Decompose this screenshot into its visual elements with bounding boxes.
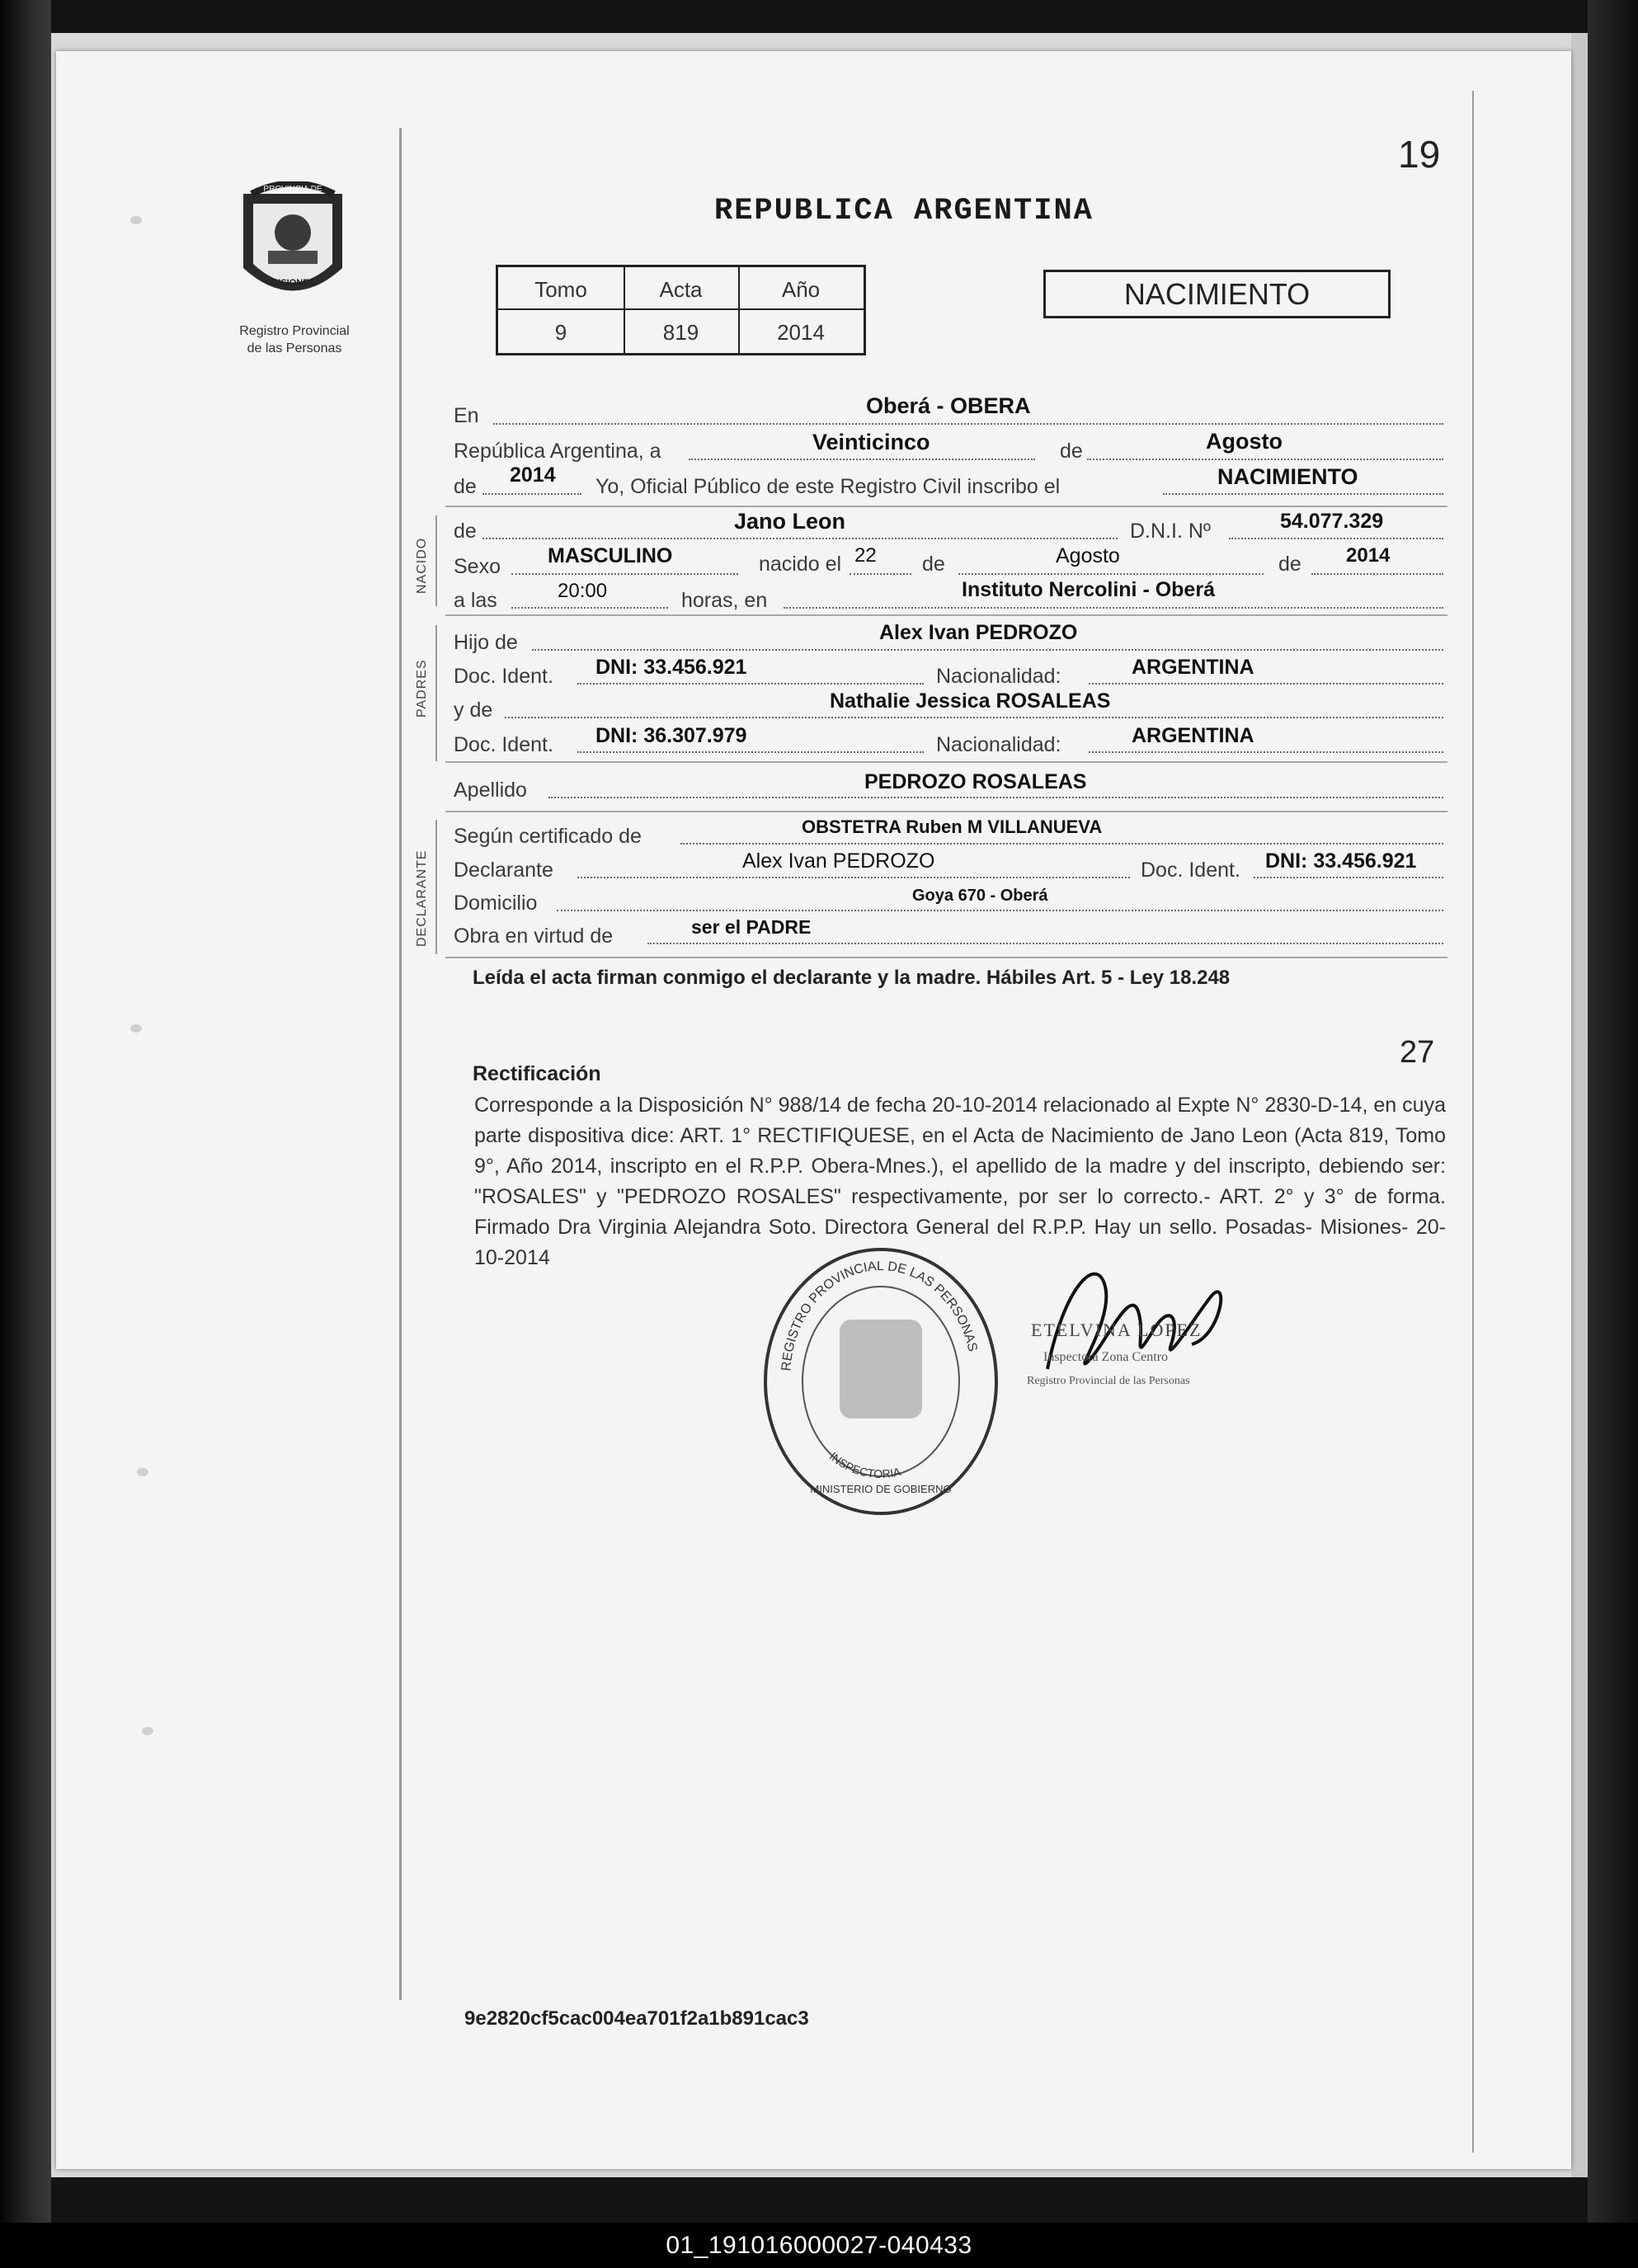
sheet-edge-right xyxy=(1571,33,1588,2177)
declarante-doc-label: Doc. Ident. xyxy=(1141,859,1240,882)
cert-label: Según certificado de xyxy=(454,825,642,848)
closing-statement: Leída el acta firman conmigo el declarante y la madre. Hábiles Art. 5 - Ley 18.248 xyxy=(473,967,1231,989)
birth-place: Instituto Nercolini - Oberá xyxy=(962,578,1215,601)
dni-label: D.N.I. Nº xyxy=(1130,520,1212,543)
rectificacion-title: Rectificación xyxy=(473,1062,601,1085)
punch-hole xyxy=(142,1727,153,1735)
table-header-tomo: Tomo xyxy=(534,277,587,302)
father-doc-label: Doc. Ident. xyxy=(454,665,553,688)
declarante-doc-value: DNI: 33.456.921 xyxy=(1265,849,1417,873)
republica-label: República Argentina, a xyxy=(454,440,661,463)
child-name: Jano Leon xyxy=(734,509,846,534)
month-value: Agosto xyxy=(1206,429,1283,454)
rectificacion-text: Corresponde a la Disposición N° 988/14 de fecha 20-10-2014 relacionado al Expte N° 2830-D-14, en cuya parte dispositiva dice: ART. 1° RECTIFIQUESE, en el Acta de Nacimiento de Jano Leon (Acta 819, Tomo 9°, Año 2014, inscripto en el R.P.P. Obera-Mnes.), el apellido de la madre y del inscripto, debiendo ser: "ROSALES" y "PEDROZO ROSALES" respectivamente, por ser lo correcto.- ART. 2° y 3° de forma. Firmado Dra Virginia Alejandra Soto. Directora General del R.P.P. Hay un sello. Posadas- Misiones- 20-10-2014 xyxy=(474,1094,1446,1269)
table-header-ano: Año xyxy=(781,277,821,302)
father-doc-value: DNI: 33.456.921 xyxy=(595,656,747,679)
father-nationality: ARGENTINA xyxy=(1132,656,1254,679)
oficial-text: Yo, Oficial Público de este Registro Civil inscribo el xyxy=(595,475,1061,498)
signature-name: ETELVINA LOPEZ xyxy=(1031,1320,1203,1340)
provincial-seal-logo xyxy=(235,181,351,313)
apellido-label: Apellido xyxy=(454,779,527,802)
father-name: Alex Ivan PEDROZO xyxy=(879,621,1078,644)
father-nat-label: Nacionalidad: xyxy=(936,665,1061,688)
apellido-value: PEDROZO ROSALEAS xyxy=(864,770,1087,793)
footer-filename: 01_191016000027-040433 xyxy=(0,2223,1638,2268)
section-label-padres: PADRES xyxy=(415,659,429,718)
document-title: REPUBLICA ARGENTINA xyxy=(714,194,1094,228)
signature xyxy=(1014,1237,1262,1435)
inscribo-value: NACIMIENTO xyxy=(1217,464,1358,489)
stamp-mid-text: INSPECTORIA xyxy=(826,1449,902,1481)
logo-caption-line2: de las Personas xyxy=(247,341,342,355)
birth-day: 22 xyxy=(854,544,877,567)
punch-hole xyxy=(137,1468,148,1476)
sexo-label: Sexo xyxy=(454,555,501,578)
mother-name: Nathalie Jessica ROSALEAS xyxy=(830,689,1111,713)
mother-doc-value: DNI: 36.307.979 xyxy=(595,724,747,747)
rectificacion-number: 27 xyxy=(1400,1035,1435,1070)
record-number-table xyxy=(496,265,866,355)
year-value: 2014 xyxy=(510,463,556,487)
right-margin-rule xyxy=(1472,91,1474,2153)
binder-edge-left xyxy=(0,0,51,2268)
nacido-el-label: nacido el xyxy=(759,553,842,576)
cert-value: OBSTETRA Ruben M VILLANUEVA xyxy=(802,816,1103,837)
obra-label: Obra en virtud de xyxy=(454,925,614,948)
section-label-nacido: NACIDO xyxy=(415,537,429,594)
de2-label: de xyxy=(454,475,477,498)
declarante-value: Alex Ivan PEDROZO xyxy=(742,849,935,873)
seal-bottom-text: MISIONES xyxy=(271,278,315,288)
logo-caption-line1: Registro Provincial xyxy=(239,324,350,338)
domicilio-label: Domicilio xyxy=(454,892,538,915)
de-label: de xyxy=(1060,440,1083,463)
signature-role: Inspectora Zona Centro xyxy=(1043,1350,1169,1364)
punch-hole xyxy=(130,1024,142,1033)
sexo-value: MASCULINO xyxy=(548,544,673,567)
stamp-bottom-text: MINISTERIO DE GOBIERNO xyxy=(810,1483,952,1495)
stamp-top-text: REGISTRO PROVINCIAL DE LAS PERSONAS xyxy=(779,1259,980,1372)
table-value-ano: 2014 xyxy=(777,320,825,345)
de-label-2: de xyxy=(922,553,945,576)
de-label: de xyxy=(454,520,477,543)
de-label-3: de xyxy=(1278,553,1301,576)
en-label: En xyxy=(454,404,479,427)
place-value: Oberá - OBERA xyxy=(866,393,1031,418)
birth-month: Agosto xyxy=(1056,544,1120,567)
table-value-acta: 819 xyxy=(662,320,699,345)
record-type-box: NACIMIENTO xyxy=(1043,270,1391,318)
mother-doc-label: Doc. Ident. xyxy=(454,733,553,756)
binder-edge-right xyxy=(1588,0,1638,2268)
horas-en-label: horas, en xyxy=(681,589,768,612)
a-las-label: a las xyxy=(454,589,497,612)
mother-nat-label: Nacionalidad: xyxy=(936,733,1061,756)
declarante-label: Declarante xyxy=(454,859,553,882)
birth-hour: 20:00 xyxy=(558,580,608,602)
punch-hole xyxy=(130,216,142,224)
page-number: 19 xyxy=(1398,133,1441,176)
table-header-acta: Acta xyxy=(659,277,703,302)
left-margin-rule xyxy=(399,128,402,2000)
document-hash: 9e2820cf5cac004ea701f2a1b891cac3 xyxy=(464,2007,809,2030)
day-in-words: Veinticinco xyxy=(812,430,930,454)
child-dni: 54.077.329 xyxy=(1280,510,1384,533)
birth-year: 2014 xyxy=(1346,544,1391,567)
mother-nationality: ARGENTINA xyxy=(1132,724,1254,747)
table-value-tomo: 9 xyxy=(554,320,567,345)
seal-top-text: PROVINCIA DE xyxy=(263,185,322,194)
svg-text:INSPECTORIA xyxy=(827,1449,903,1480)
obra-value: ser el PADRE xyxy=(691,916,812,938)
domicilio-value: Goya 670 - Oberá xyxy=(912,887,1048,905)
hijo-de-label: Hijo de xyxy=(454,631,518,654)
signature-institution: Registro Provincial de las Personas xyxy=(1027,1375,1190,1387)
official-stamp xyxy=(757,1237,1005,1517)
section-label-declarante: DECLARANTE xyxy=(415,849,429,947)
y-de-label: y de xyxy=(454,699,493,722)
